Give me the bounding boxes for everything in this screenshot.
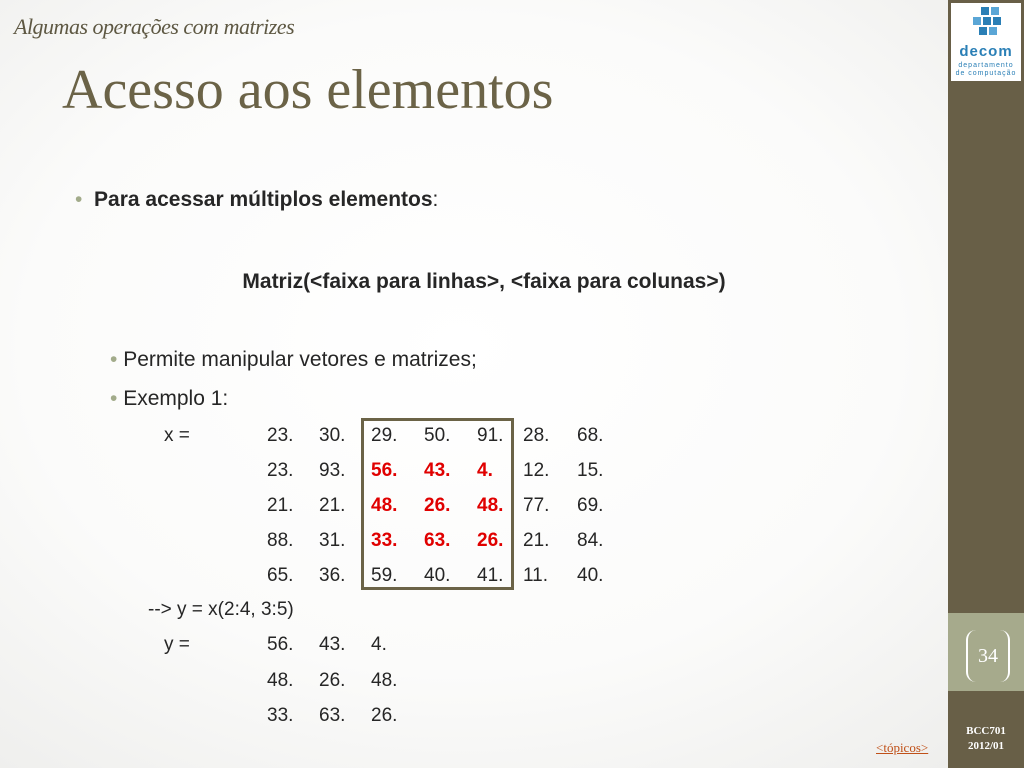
sub-bullet-example	[110, 387, 228, 411]
matrix-cell: 63.	[319, 705, 346, 726]
matrix-cell: 40.	[424, 565, 451, 586]
decom-logo	[951, 3, 1021, 81]
x-label: x =	[164, 425, 190, 446]
matrix-cell: 59.	[371, 565, 398, 586]
matrix-cell: 69.	[577, 495, 604, 516]
slide-subtitle: Algumas operações com matrizes	[14, 14, 295, 39]
logo-squares-icon	[951, 3, 1021, 43]
bullet-dot-icon: •	[75, 188, 89, 211]
syntax-formula: Matriz(<faixa para linhas>, <faixa para colunas>)	[242, 270, 726, 293]
matrix-cell: 93.	[319, 460, 346, 481]
matrix-cell-selected: 63.	[424, 530, 451, 551]
matrix-cell-selected: 56.	[371, 460, 398, 481]
course-code: BCC701	[966, 725, 1006, 737]
matrix-cell: 50.	[424, 425, 451, 446]
course-info	[948, 724, 1024, 754]
matrix-cell: 48.	[267, 670, 294, 691]
bullet-colon: :	[432, 188, 439, 211]
matrix-cell: 28.	[523, 425, 550, 446]
sub-bullet-text: Exemplo 1:	[123, 387, 229, 410]
bullet-dot-icon: •	[110, 387, 124, 410]
matrix-cell: 31.	[319, 530, 346, 551]
matrix-cell: 29.	[371, 425, 398, 446]
course-semester: 2012/01	[967, 740, 1005, 752]
matrix-cell: 21.	[523, 530, 550, 551]
matrix-cell: 26.	[319, 670, 346, 691]
y-label: y =	[164, 634, 190, 655]
matrix-cell: 15.	[577, 460, 604, 481]
matrix-cell: 40.	[577, 565, 604, 586]
selection-box	[361, 418, 514, 590]
matrix-cell-selected: 33.	[371, 530, 398, 551]
bullet-multiple-elements	[75, 188, 438, 212]
matrix-cell: 33.	[267, 705, 294, 726]
logo-tagline: departamento	[958, 62, 1014, 69]
matrix-cell: 4.	[371, 634, 387, 655]
matrix-cell: 65.	[267, 565, 294, 586]
matrix-cell-selected: 26.	[477, 530, 504, 551]
matrix-cell-selected: 48.	[371, 495, 398, 516]
matrix-cell: 41.	[477, 565, 504, 586]
sub-bullet-manipulate	[110, 348, 477, 372]
matrix-cell: 77.	[523, 495, 550, 516]
logo-text: decom	[959, 43, 1013, 60]
matrix-cell: 43.	[319, 634, 346, 655]
command-line: --> y = x(2:4, 3:5)	[148, 599, 294, 620]
matrix-cell: 21.	[267, 495, 294, 516]
matrix-cell-selected: 26.	[424, 495, 451, 516]
matrix-cell: 36.	[319, 565, 346, 586]
matrix-cell: 23.	[267, 425, 294, 446]
matrix-cell: 26.	[371, 705, 398, 726]
sub-bullet-text: Permite manipular vetores e matrizes;	[123, 348, 477, 371]
matrix-cell: 12.	[523, 460, 550, 481]
matrix-cell: 56.	[267, 634, 294, 655]
matrix-cell: 11.	[523, 565, 549, 586]
logo-tagline: de computação	[955, 70, 1017, 77]
matrix-cell: 23.	[267, 460, 294, 481]
bullet-bold-text: Para acessar múltiplos elementos	[94, 188, 433, 211]
matrix-cell: 88.	[267, 530, 294, 551]
matrix-cell: 21.	[319, 495, 346, 516]
matrix-cell-selected: 43.	[424, 460, 451, 481]
matrix-cell: 68.	[577, 425, 604, 446]
matrix-cell-selected: 4.	[477, 460, 493, 481]
page-number: 34	[966, 630, 1010, 682]
matrix-cell: 48.	[371, 670, 398, 691]
matrix-cell-selected: 48.	[477, 495, 504, 516]
bullet-dot-icon: •	[110, 348, 124, 371]
topics-link[interactable]: <tópicos>	[876, 740, 929, 755]
matrix-cell: 84.	[577, 530, 604, 551]
matrix-cell: 91.	[477, 425, 504, 446]
matrix-cell: 30.	[319, 425, 346, 446]
slide-title: Acesso aos elementos	[62, 59, 554, 121]
